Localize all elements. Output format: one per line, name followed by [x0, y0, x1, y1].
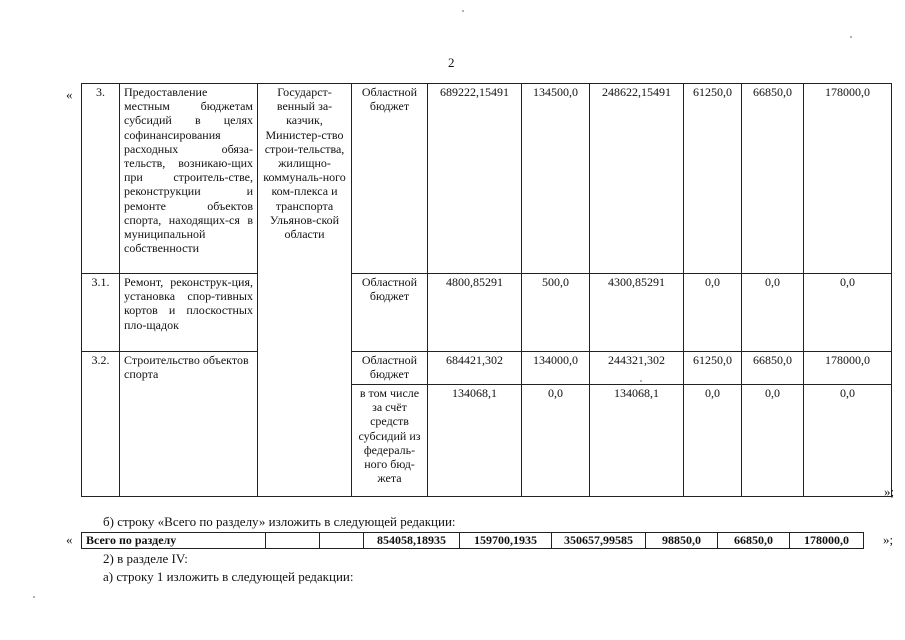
value-year-5: 178000,0	[804, 84, 892, 274]
value-year-4: 66850,0	[742, 84, 804, 274]
page-number: 2	[448, 55, 455, 70]
funding-source: Областной бюджет	[352, 84, 428, 274]
total-value: 178000,0	[790, 533, 864, 549]
value-year-5: 0,0	[804, 385, 892, 497]
value-year-2: 134068,1	[590, 385, 684, 497]
total-value: 350657,99585	[552, 533, 646, 549]
total-value: 854058,18935	[364, 533, 460, 549]
scan-speck	[640, 380, 642, 382]
section-total-table	[81, 532, 864, 549]
row-number: 3.	[82, 84, 120, 274]
scan-speck	[33, 596, 35, 598]
table-row	[82, 84, 892, 274]
value-year-5: 178000,0	[804, 352, 892, 385]
value-year-4: 0,0	[742, 274, 804, 352]
row-description: Предоставление местным бюджетам субсидий в целях софинансирования расходных обяза-тельств, возникаю-щих при строитель-стве, реконструкции и ремонте объектов спорта, находящих-ся в муниципальной собственности	[120, 84, 258, 274]
scan-speck	[850, 36, 852, 38]
value-year-2: 248622,15491	[590, 84, 684, 274]
value-total: 4800,85291	[428, 274, 522, 352]
open-quote: «	[66, 532, 73, 547]
value-year-1: 134500,0	[522, 84, 590, 274]
value-total: 684421,302	[428, 352, 522, 385]
value-total: 134068,1	[428, 385, 522, 497]
open-quote: «	[66, 87, 73, 102]
value-year-2: 4300,85291	[590, 274, 684, 352]
total-value: 66850,0	[718, 533, 790, 549]
row-description: Ремонт, реконструк-ция, установка спор-тивных кортов и плоскостных пло-щадок	[120, 274, 258, 352]
value-year-1: 500,0	[522, 274, 590, 352]
paragraph-b: б) строку «Всего по разделу» изложить в следующей редакции:	[103, 514, 456, 529]
value-year-3: 0,0	[684, 385, 742, 497]
table-row	[82, 533, 864, 549]
funding-source: в том числе за счёт средств субсидий из федераль-ного бюд-жета	[352, 385, 428, 497]
close-quote: »;	[884, 484, 895, 499]
table-row	[82, 274, 892, 352]
value-total: 689222,15491	[428, 84, 522, 274]
empty-cell	[320, 533, 364, 549]
row-description: Строительство объектов спорта	[120, 352, 258, 497]
total-value: 159700,1935	[460, 533, 552, 549]
value-year-1: 0,0	[522, 385, 590, 497]
state-customer: Государст-венный за-казчик, Министер-ство строи-тельства, жилищно-коммуналь-ного ком-плекса и транспорта Ульянов-ской области	[258, 84, 352, 497]
close-quote: »;	[883, 532, 894, 547]
funding-source: Областной бюджет	[352, 274, 428, 352]
total-value: 98850,0	[646, 533, 718, 549]
value-year-1: 134000,0	[522, 352, 590, 385]
scan-speck	[462, 10, 464, 12]
value-year-2: 244321,302	[590, 352, 684, 385]
total-label: Всего по разделу	[82, 533, 266, 549]
empty-cell	[266, 533, 320, 549]
row-number: 3.1.	[82, 274, 120, 352]
value-year-4: 0,0	[742, 385, 804, 497]
row-number: 3.2.	[82, 352, 120, 497]
funding-source: Областной бюджет	[352, 352, 428, 385]
value-year-3: 0,0	[684, 274, 742, 352]
paragraph-2: 2) в разделе IV:	[103, 551, 188, 566]
value-year-3: 61250,0	[684, 84, 742, 274]
value-year-5: 0,0	[804, 274, 892, 352]
paragraph-a: а) строку 1 изложить в следующей редакции:	[103, 569, 354, 584]
table-row	[82, 352, 892, 385]
value-year-4: 66850,0	[742, 352, 804, 385]
value-year-3: 61250,0	[684, 352, 742, 385]
program-table	[81, 83, 895, 499]
